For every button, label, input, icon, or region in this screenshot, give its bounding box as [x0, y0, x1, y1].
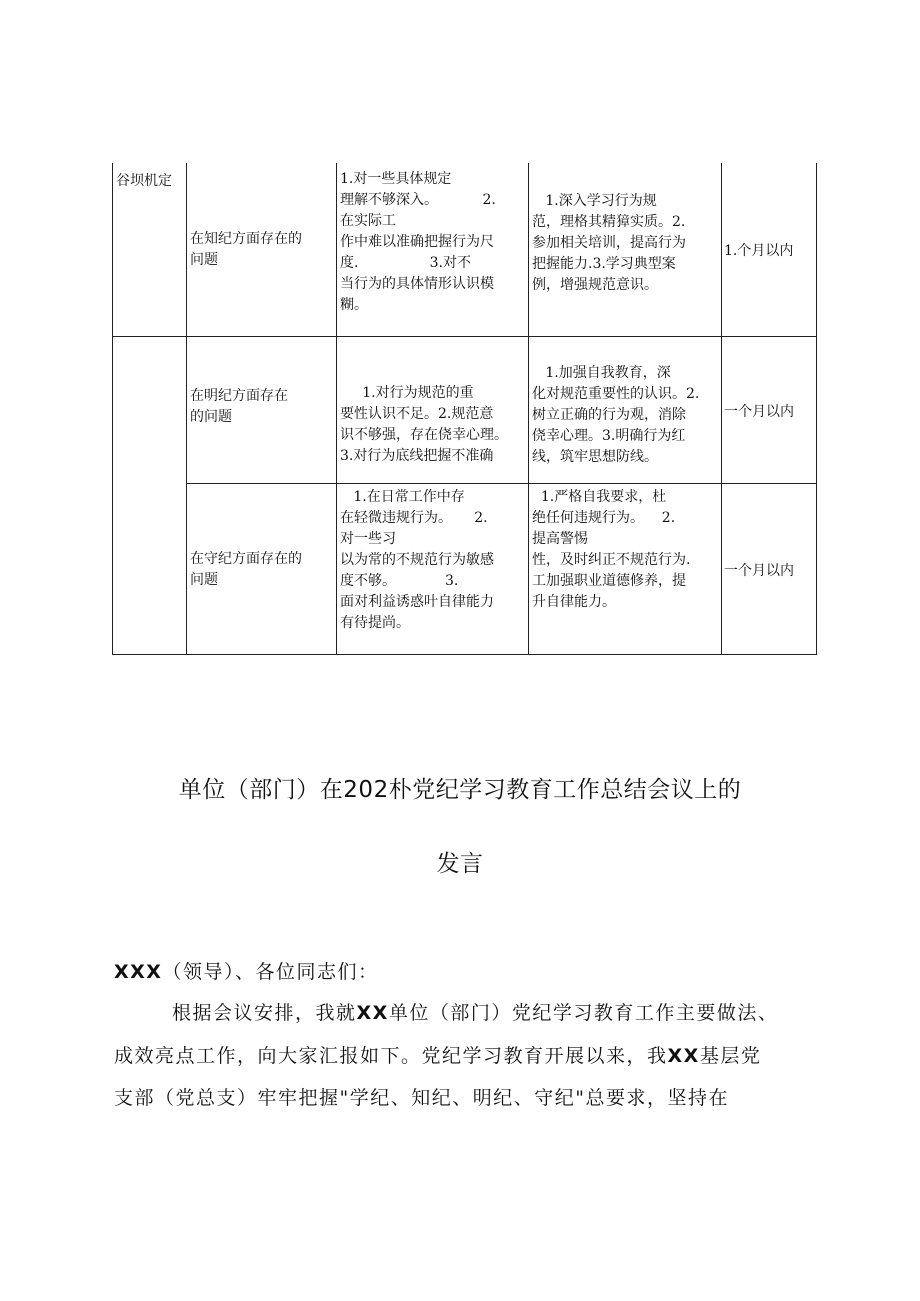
- table-row-1-problem: 在知纪方面存在的 问题: [190, 231, 302, 268]
- placeholder-xx: XX: [356, 1002, 389, 1024]
- table-row-1-unit: 谷坝机定: [116, 173, 172, 189]
- table-row-3-deadline: 一个月以内: [724, 563, 794, 579]
- table-row-3-measures: 1.严格自我要求，杜 绝任何违规行为。 2. 提高警惕 性，及时纠正不规范行为. 工加强职业道德修养，提 升自律能力。: [532, 489, 691, 610]
- table-row-2-manifestation: 1.对行为规范的重 要性认识不足。2.规范意 识不够强，存在侥幸心理。 3.对行为底线把握不准确: [340, 385, 508, 464]
- salutation: [114, 957, 834, 984]
- salutation-text: （领导）、各位同志们：: [162, 961, 379, 983]
- placeholder-xx: XX: [667, 1045, 700, 1067]
- table-row-2-measures: 1.加强自我教育，深 化对规范重要性的认识。2. 树立正确的行为观，消除 侥幸心理。3.明确行为红 线，筑牢思想防线。: [532, 365, 700, 465]
- paragraph-text: 成效亮点工作，向大家汇报如下。党纪学习教育开展以来，我: [114, 1045, 668, 1067]
- table-row-1-deadline: 1.个月以内: [724, 243, 794, 259]
- paragraph-text: 根据会议安排，我就: [172, 1002, 357, 1024]
- table-row-2-problem: 在明纪方面存在 的问题: [190, 388, 288, 425]
- measures-table: [112, 163, 817, 655]
- paragraph-text: 基层党: [699, 1045, 762, 1067]
- paragraph-line-1: [172, 998, 892, 1025]
- page-title: 单位（部门）在202朴党纪学习教育工作总结会议上的: [178, 777, 742, 803]
- paragraph-line-3: 支部（党总支）牢牢把握"学纪、知纪、明纪、守纪"总要求，坚持在: [114, 1087, 729, 1109]
- table-row-2-deadline: 一个月以内: [724, 404, 794, 420]
- page-title-line2: 发言: [436, 851, 484, 877]
- salutation-name: XXX: [114, 961, 163, 983]
- paragraph-text: 单位（部门）党纪学习教育工作主要做法、: [388, 1002, 779, 1024]
- table-row-1-measures: 1.深入学习行为规 范，理格其精獐实质。2. 参加相关培训，提高行为 把握能力.3.学习典型案 例，增强规范意识。: [532, 193, 686, 293]
- table-row-3-problem: 在守纪方面存在的 问题: [190, 551, 302, 588]
- table-row-3-manifestation: 1.在日常工作中存 在轻微违规行为。 2. 对一些习 以为常的不规范行为敏感 度不够。 3. 面对利益诱惑叶自律能力 有待提尚。: [340, 489, 494, 631]
- table-row-1-manifestation: 1.对一些具体规定 理解不够深入。 2. 在实际工 作中难以准确把握行为尺 度. 3.对不 当行为的具体情形认识模 糊。: [340, 171, 496, 313]
- paragraph-line-2: [114, 1041, 834, 1068]
